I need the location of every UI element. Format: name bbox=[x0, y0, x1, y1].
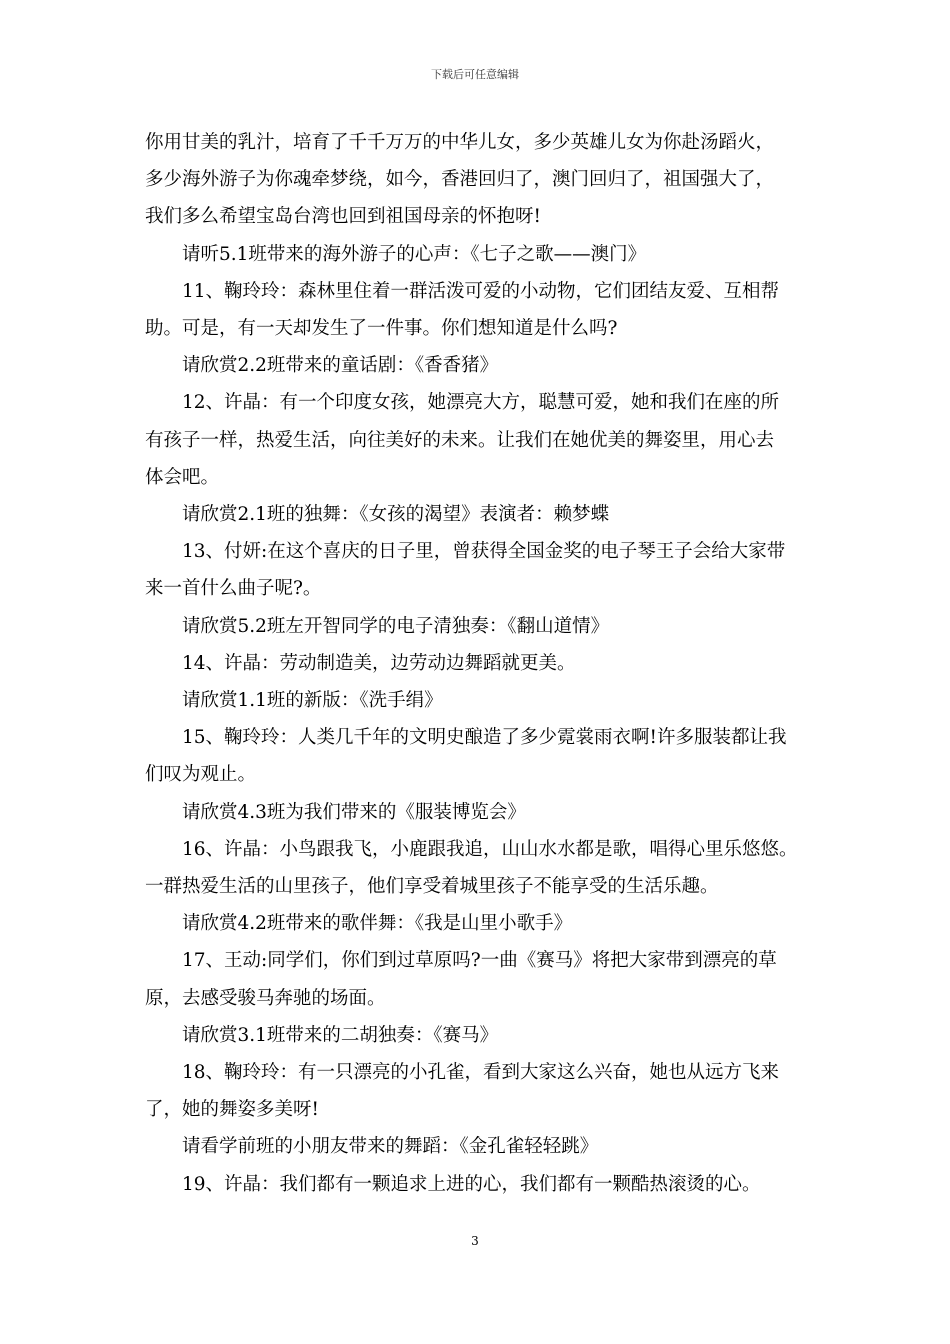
text-line: 有孩子一样，热爱生活，向往美好的未来。让我们在她优美的舞姿里，用心去 bbox=[145, 429, 775, 451]
text-line: 请看学前班的小朋友带来的舞蹈：《金孔雀轻轻跳》 bbox=[182, 1136, 599, 1158]
text-line: 18、鞠玲玲：有一只漂亮的小孔雀，看到大家这么兴奋，她也从远方飞来 bbox=[182, 1062, 780, 1084]
text-line: 请欣赏5.2班左开智同学的电子清独奏：《翻山道情》 bbox=[182, 615, 610, 637]
text-line: 请欣赏3.1班带来的二胡独奏：《赛马》 bbox=[182, 1024, 499, 1046]
text-line: 原，去感受骏马奔驰的场面。 bbox=[145, 987, 386, 1009]
text-line: 助。可是，有一天却发生了一件事。你们想知道是什么吗? bbox=[145, 318, 618, 340]
text-line: 15、鞠玲玲：人类几千年的文明史酿造了多少霓裳雨衣啊!许多服装都让我 bbox=[182, 727, 787, 749]
text-line: 们叹为观止。 bbox=[145, 764, 257, 786]
text-line: 请欣赏4.3班为我们带来的《服装博览会》 bbox=[182, 801, 526, 823]
text-line: 14、许晶：劳动制造美，边劳动边舞蹈就更美。 bbox=[182, 652, 576, 674]
text-line: 多少海外游子为你魂牵梦绕，如今，香港回归了，澳门回归了，祖国强大了， bbox=[145, 169, 775, 191]
text-line: 了，她的舞姿多美呀! bbox=[145, 1099, 319, 1121]
text-line: 13、付妍:在这个喜庆的日子里，曾获得全国金奖的电子琴王子会给大家带 bbox=[182, 541, 786, 563]
text-line: 请欣赏1.1班的新版：《洗手绢》 bbox=[182, 690, 443, 712]
page-number: 3 bbox=[471, 1234, 479, 1248]
text-line: 请听5.1班带来的海外游子的心声：《七子之歌——澳门》 bbox=[182, 243, 647, 265]
text-line: 来一首什么曲子呢?。 bbox=[145, 578, 322, 600]
text-line: 请欣赏2.1班的独舞：《女孩的渴望》表演者：赖梦蝶 bbox=[182, 504, 610, 526]
text-line: 请欣赏2.2班带来的童话剧：《香香猪》 bbox=[182, 355, 499, 377]
document-body bbox=[145, 124, 810, 1203]
text-line: 请欣赏4.2班带来的歌伴舞：《我是山里小歌手》 bbox=[182, 913, 573, 935]
text-line: 12、许晶：有一个印度女孩，她漂亮大方，聪慧可爱，她和我们在座的所 bbox=[182, 392, 780, 414]
text-line: 你用甘美的乳汁，培育了千千万万的中华儿女，多少英雄儿女为你赴汤蹈火， bbox=[145, 132, 775, 153]
text-line: 11、鞠玲玲：森林里住着一群活泼可爱的小动物，它们团结友爱、互相帮 bbox=[182, 280, 780, 302]
text-line: 16、许晶：小鸟跟我飞，小鹿跟我追，山山水水都是歌，唱得心里乐悠悠。 bbox=[182, 838, 798, 860]
text-line: 体会吧。 bbox=[145, 466, 220, 488]
text-line: 19、许晶：我们都有一颗追求上进的心，我们都有一颗酷热滚烫的心。 bbox=[182, 1173, 761, 1195]
page-header: 下载后可任意编辑 bbox=[431, 68, 519, 81]
text-line: 一群热爱生活的山里孩子，他们享受着城里孩子不能享受的生活乐趣。 bbox=[145, 876, 719, 898]
text-line: 我们多么希望宝岛台湾也回到祖国母亲的怀抱呀! bbox=[145, 206, 541, 228]
text-line: 17、王动:同学们，你们到过草原吗?一曲《赛马》将把大家带到漂亮的草 bbox=[182, 950, 777, 972]
